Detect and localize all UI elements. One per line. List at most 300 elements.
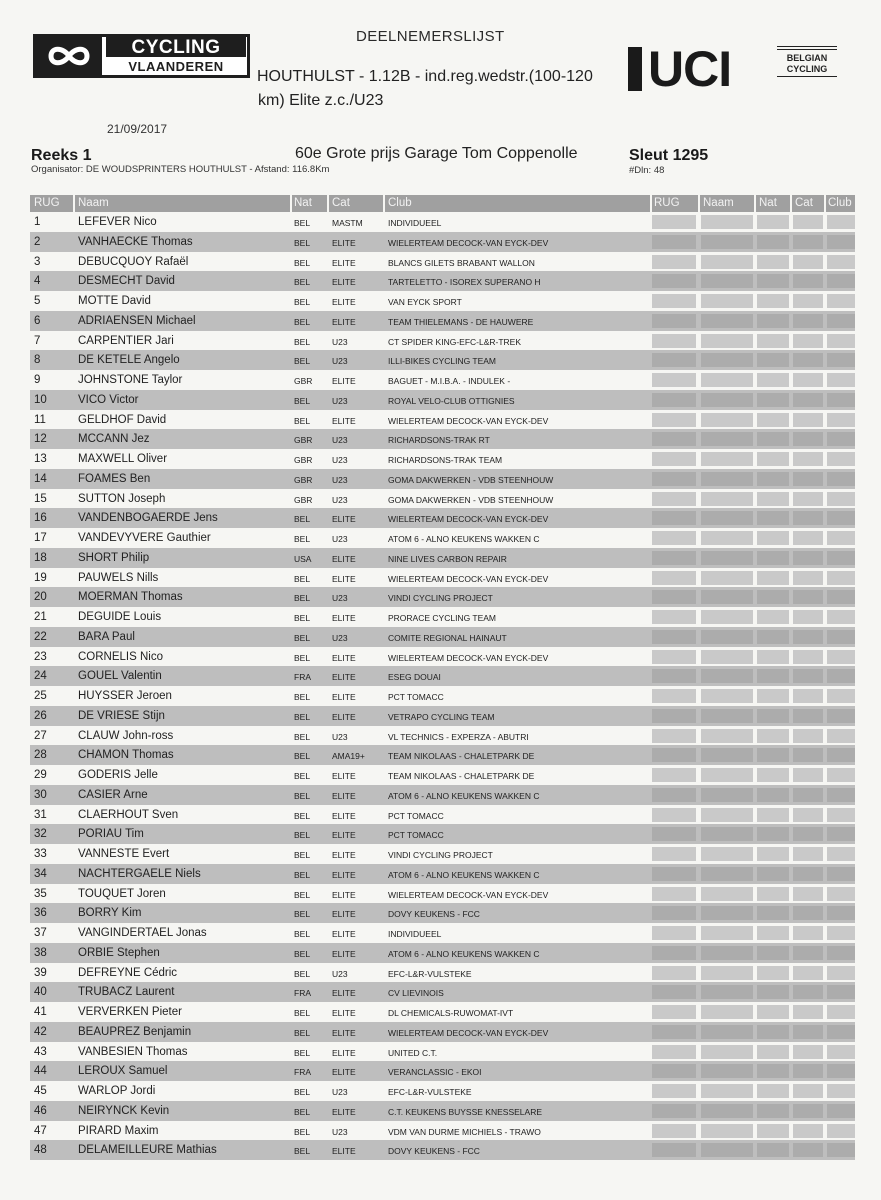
empty-cell bbox=[827, 867, 855, 881]
organizer-text: Organisator: DE WOUDSPRINTERS HOUTHULST - Afstand: 116.8Km bbox=[31, 164, 330, 175]
empty-cell bbox=[827, 630, 855, 644]
empty-cell bbox=[793, 235, 823, 249]
empty-cell bbox=[827, 887, 855, 901]
table-row bbox=[30, 390, 855, 410]
empty-cell bbox=[701, 531, 753, 545]
table-row bbox=[30, 291, 855, 311]
empty-cell bbox=[652, 274, 696, 288]
empty-cell bbox=[652, 314, 696, 328]
club-cell: BAGUET - M.I.B.A. - INDULEK - bbox=[388, 376, 511, 386]
table-row bbox=[30, 607, 855, 627]
table-row bbox=[30, 706, 855, 726]
nat-cell: BEL bbox=[294, 711, 311, 722]
empty-cell bbox=[793, 373, 823, 387]
table-row bbox=[30, 587, 855, 607]
nat-cell: BEL bbox=[294, 415, 311, 426]
rug-cell: 46 bbox=[34, 1104, 47, 1117]
rug-cell: 26 bbox=[34, 709, 47, 722]
empty-cell bbox=[827, 946, 855, 960]
empty-cell bbox=[701, 926, 753, 940]
race-description-line2: km) Elite z.c./U23 bbox=[258, 92, 384, 109]
rug-cell: 25 bbox=[34, 690, 47, 702]
rug-cell: 16 bbox=[34, 512, 47, 525]
empty-cell bbox=[793, 689, 823, 703]
naam-cell: CHAMON Thomas bbox=[78, 749, 174, 762]
cat-cell: ELITE bbox=[332, 771, 356, 781]
rug-cell: 2 bbox=[34, 235, 41, 248]
table-row bbox=[30, 232, 855, 252]
naam-cell: MAXWELL Oliver bbox=[78, 453, 168, 465]
table-row bbox=[30, 666, 855, 686]
empty-cell bbox=[652, 985, 696, 999]
empty-cell bbox=[827, 353, 855, 367]
table-row bbox=[30, 1002, 855, 1022]
table-row bbox=[30, 647, 855, 667]
col-header-cat: Cat bbox=[332, 197, 350, 209]
empty-cell bbox=[827, 610, 855, 624]
empty-cell bbox=[701, 1084, 753, 1098]
empty-cell bbox=[827, 492, 855, 506]
table-row bbox=[30, 864, 855, 884]
nat-cell: BEL bbox=[294, 869, 311, 880]
empty-cell bbox=[757, 827, 789, 841]
empty-cell bbox=[793, 669, 823, 683]
cat-cell: ELITE bbox=[332, 277, 356, 288]
club-cell: ATOM 6 - ALNO KEUKENS WAKKEN C bbox=[388, 948, 540, 959]
naam-cell: PAUWELS Nills bbox=[78, 571, 159, 584]
cat-cell: ELITE bbox=[332, 316, 356, 327]
rug-cell: 8 bbox=[34, 354, 41, 367]
empty-cell bbox=[827, 1025, 855, 1039]
empty-cell bbox=[793, 1025, 823, 1039]
empty-cell bbox=[757, 235, 789, 249]
cat-cell: U23 bbox=[332, 1126, 348, 1137]
nat-cell: GBR bbox=[294, 435, 313, 446]
club-cell: WIELERTEAM DECOCK-VAN EYCK-DEV bbox=[388, 415, 549, 426]
rug-cell: 31 bbox=[34, 808, 47, 821]
club-cell: INDIVIDUEEL bbox=[388, 929, 442, 939]
naam-cell: MCCANN Jez bbox=[78, 433, 150, 446]
cycling-vlaanderen-mark-icon bbox=[36, 37, 102, 75]
nat-cell: BEL bbox=[294, 968, 311, 979]
empty-cell bbox=[757, 1005, 789, 1019]
cat-cell: U23 bbox=[332, 474, 348, 485]
naam-cell: CARPENTIER Jari bbox=[78, 334, 174, 347]
cat-cell: ELITE bbox=[332, 790, 356, 801]
empty-cell bbox=[701, 492, 753, 506]
club-cell: PCT TOMACC bbox=[388, 692, 444, 702]
empty-cell bbox=[652, 926, 696, 940]
naam-cell: FOAMES Ben bbox=[78, 472, 151, 485]
sleut-label: Sleut 1295 bbox=[629, 147, 709, 164]
naam-cell: DEBUCQUOY Rafaël bbox=[78, 255, 189, 268]
club-cell: GOMA DAKWERKEN - VDB STEENHOUW bbox=[388, 494, 554, 505]
empty-cell bbox=[827, 926, 855, 940]
club-cell: PCT TOMACC bbox=[388, 810, 444, 821]
nat-cell: USA bbox=[294, 553, 312, 564]
nat-cell: BEL bbox=[294, 297, 311, 307]
club-cell: RICHARDSONS-TRAK RT bbox=[388, 435, 490, 446]
club-cell: DOVY KEUKENS - FCC bbox=[388, 1146, 480, 1157]
empty-cell bbox=[652, 729, 696, 743]
empty-cell bbox=[793, 867, 823, 881]
nat-cell: BEL bbox=[294, 277, 311, 288]
empty-cell bbox=[652, 1045, 696, 1059]
table-row bbox=[30, 963, 855, 983]
cat-cell: ELITE bbox=[332, 553, 356, 564]
empty-cell bbox=[757, 867, 789, 881]
empty-cell bbox=[652, 551, 696, 565]
nat-cell: BEL bbox=[294, 395, 311, 406]
participant-count: #Dln: 48 bbox=[629, 165, 665, 176]
empty-cell bbox=[827, 452, 855, 466]
table-header bbox=[30, 195, 855, 212]
cat-cell: ELITE bbox=[332, 613, 356, 623]
empty-cell bbox=[757, 452, 789, 466]
cat-cell: U23 bbox=[332, 1087, 348, 1097]
table-row bbox=[30, 271, 855, 291]
empty-cell bbox=[701, 1005, 753, 1019]
empty-cell bbox=[757, 274, 789, 288]
empty-cell bbox=[827, 906, 855, 920]
cat-cell: U23 bbox=[332, 632, 348, 643]
table-row bbox=[30, 785, 855, 805]
naam-cell: MOERMAN Thomas bbox=[78, 591, 183, 604]
cat-cell: ELITE bbox=[332, 1106, 356, 1117]
naam-cell: ADRIAENSEN Michael bbox=[78, 314, 196, 327]
naam-cell: BEAUPREZ Benjamin bbox=[78, 1025, 192, 1038]
nat-cell: FRA bbox=[294, 988, 311, 999]
cat-cell: ELITE bbox=[332, 672, 356, 683]
empty-cell bbox=[793, 906, 823, 920]
rug-cell: 33 bbox=[34, 848, 47, 860]
rug-cell: 38 bbox=[34, 946, 47, 959]
club-cell: VINDI CYCLING PROJECT bbox=[388, 850, 493, 860]
empty-cell bbox=[827, 966, 855, 980]
table-row bbox=[30, 410, 855, 430]
naam-cell: BORRY Kim bbox=[78, 907, 142, 920]
naam-cell: CLAUW John-ross bbox=[78, 729, 174, 742]
empty-cell bbox=[793, 314, 823, 328]
empty-cell bbox=[757, 432, 789, 446]
empty-cell bbox=[793, 650, 823, 664]
cat-cell: U23 bbox=[332, 435, 348, 446]
empty-cell bbox=[757, 689, 789, 703]
club-cell: EFC-L&R-VULSTEKE bbox=[388, 1087, 472, 1097]
empty-cell bbox=[793, 1124, 823, 1138]
empty-cell bbox=[652, 808, 696, 822]
empty-cell bbox=[827, 531, 855, 545]
nat-cell: BEL bbox=[294, 1106, 311, 1117]
col-header-nat: Nat bbox=[294, 197, 312, 209]
empty-cell bbox=[827, 511, 855, 525]
empty-cell bbox=[652, 353, 696, 367]
empty-cell bbox=[757, 1045, 789, 1059]
club-cell: WIELERTEAM DECOCK-VAN EYCK-DEV bbox=[388, 889, 549, 900]
naam-cell: SUTTON Joseph bbox=[78, 492, 166, 505]
col-header-nat-2: Nat bbox=[759, 197, 777, 209]
table-row bbox=[30, 568, 855, 588]
naam-cell: TRUBACZ Laurent bbox=[78, 986, 175, 999]
nat-cell: BEL bbox=[294, 771, 311, 781]
empty-cell bbox=[652, 1005, 696, 1019]
empty-cell bbox=[652, 1064, 696, 1078]
empty-cell bbox=[701, 452, 753, 466]
empty-cell bbox=[652, 709, 696, 723]
rug-cell: 32 bbox=[34, 828, 47, 841]
empty-cell bbox=[827, 472, 855, 486]
cat-cell: ELITE bbox=[332, 929, 356, 939]
empty-cell bbox=[827, 729, 855, 743]
club-cell: VETRAPO CYCLING TEAM bbox=[388, 711, 495, 722]
nat-cell: BEL bbox=[294, 652, 311, 663]
empty-cell bbox=[652, 827, 696, 841]
empty-cell bbox=[652, 610, 696, 624]
empty-cell bbox=[757, 314, 789, 328]
club-cell: GOMA DAKWERKEN - VDB STEENHOUW bbox=[388, 474, 554, 485]
cat-cell: ELITE bbox=[332, 988, 356, 999]
naam-cell: VANDEVYVERE Gauthier bbox=[78, 532, 211, 544]
empty-cell bbox=[757, 729, 789, 743]
naam-cell: VICO Victor bbox=[78, 393, 139, 406]
rug-cell: 3 bbox=[34, 255, 41, 268]
empty-cell bbox=[652, 847, 696, 861]
empty-cell bbox=[652, 511, 696, 525]
nat-cell: BEL bbox=[294, 356, 311, 367]
empty-cell bbox=[827, 1005, 855, 1019]
naam-cell: SHORT Philip bbox=[78, 551, 150, 564]
empty-cell bbox=[757, 1064, 789, 1078]
rug-cell: 14 bbox=[34, 472, 47, 485]
nat-cell: BEL bbox=[294, 593, 311, 604]
table-row bbox=[30, 765, 855, 785]
cat-cell: AMA19+ bbox=[332, 751, 365, 762]
empty-cell bbox=[793, 985, 823, 999]
nat-cell: GBR bbox=[294, 376, 313, 386]
empty-cell bbox=[793, 768, 823, 782]
col-header-club-2: Club bbox=[828, 197, 852, 209]
rug-cell: 17 bbox=[34, 532, 47, 544]
cat-cell: ELITE bbox=[332, 948, 356, 959]
rug-cell: 1 bbox=[34, 216, 41, 228]
empty-cell bbox=[652, 946, 696, 960]
empty-cell bbox=[827, 1124, 855, 1138]
empty-cell bbox=[793, 472, 823, 486]
club-cell: WIELERTEAM DECOCK-VAN EYCK-DEV bbox=[388, 573, 549, 584]
cat-cell: U23 bbox=[332, 534, 348, 544]
rug-cell: 45 bbox=[34, 1085, 47, 1097]
empty-cell bbox=[793, 393, 823, 407]
club-cell: CT SPIDER KING-EFC-L&R-TREK bbox=[388, 336, 522, 347]
empty-cell bbox=[827, 551, 855, 565]
cat-cell: U23 bbox=[332, 356, 348, 367]
rug-cell: 37 bbox=[34, 927, 47, 939]
empty-cell bbox=[701, 827, 753, 841]
empty-cell bbox=[793, 531, 823, 545]
empty-cell bbox=[701, 353, 753, 367]
club-cell: VDM VAN DURME MICHIELS - TRAWO bbox=[388, 1126, 541, 1137]
club-cell: DOVY KEUKENS - FCC bbox=[388, 909, 480, 920]
rug-cell: 48 bbox=[34, 1144, 47, 1157]
rug-cell: 43 bbox=[34, 1045, 47, 1058]
empty-cell bbox=[757, 511, 789, 525]
table-row bbox=[30, 1042, 855, 1062]
naam-cell: NEIRYNCK Kevin bbox=[78, 1104, 170, 1117]
empty-cell bbox=[827, 314, 855, 328]
table-row bbox=[30, 449, 855, 469]
empty-cell bbox=[827, 985, 855, 999]
cat-cell: ELITE bbox=[332, 909, 356, 920]
club-cell: WIELERTEAM DECOCK-VAN EYCK-DEV bbox=[388, 237, 549, 248]
empty-cell bbox=[757, 334, 789, 348]
col-header-naam-2: Naam bbox=[703, 197, 734, 209]
nat-cell: BEL bbox=[294, 948, 311, 959]
empty-cell bbox=[793, 748, 823, 762]
empty-cell bbox=[701, 590, 753, 604]
club-cell: DL CHEMICALS-RUWOMAT-IVT bbox=[388, 1008, 514, 1018]
cat-cell: MASTM bbox=[332, 218, 363, 228]
table-row bbox=[30, 726, 855, 746]
empty-cell bbox=[793, 729, 823, 743]
empty-cell bbox=[793, 274, 823, 288]
nat-cell: BEL bbox=[294, 1146, 311, 1157]
rug-cell: 18 bbox=[34, 551, 47, 564]
club-cell: VINDI CYCLING PROJECT bbox=[388, 593, 493, 604]
table-row bbox=[30, 548, 855, 568]
nat-cell: BEL bbox=[294, 1047, 311, 1058]
naam-cell: LEROUX Samuel bbox=[78, 1065, 168, 1078]
empty-cell bbox=[701, 1104, 753, 1118]
logo-text-top: CYCLING bbox=[106, 37, 246, 57]
empty-cell bbox=[793, 432, 823, 446]
table-row bbox=[30, 508, 855, 528]
nat-cell: BEL bbox=[294, 731, 311, 742]
nat-cell: BEL bbox=[294, 830, 311, 841]
club-cell: BLANCS GILETS BRABANT WALLON bbox=[388, 257, 535, 268]
club-cell: ATOM 6 - ALNO KEUKENS WAKKEN C bbox=[388, 869, 540, 880]
empty-cell bbox=[827, 808, 855, 822]
naam-cell: GOUEL Valentin bbox=[78, 670, 162, 683]
club-cell: TEAM NIKOLAAS - CHALETPARK DE bbox=[388, 771, 535, 781]
empty-cell bbox=[757, 472, 789, 486]
empty-cell bbox=[757, 353, 789, 367]
naam-cell: JOHNSTONE Taylor bbox=[78, 374, 183, 386]
uci-logo: UCI bbox=[628, 44, 731, 94]
naam-cell: ORBIE Stephen bbox=[78, 946, 160, 959]
cat-cell: ELITE bbox=[332, 889, 356, 900]
empty-cell bbox=[652, 492, 696, 506]
empty-cell bbox=[701, 413, 753, 427]
empty-cell bbox=[793, 551, 823, 565]
empty-cell bbox=[652, 748, 696, 762]
empty-cell bbox=[827, 590, 855, 604]
cat-cell: ELITE bbox=[332, 237, 356, 248]
col-header-rug-2: RUG bbox=[654, 197, 680, 209]
empty-cell bbox=[827, 1064, 855, 1078]
empty-cell bbox=[701, 808, 753, 822]
race-date: 21/09/2017 bbox=[107, 122, 168, 136]
empty-cell bbox=[701, 235, 753, 249]
empty-cell bbox=[827, 1084, 855, 1098]
race-name: 60e Grote prijs Garage Tom Coppenolle bbox=[295, 145, 578, 162]
empty-cell bbox=[793, 966, 823, 980]
empty-cell bbox=[701, 788, 753, 802]
empty-cell bbox=[652, 334, 696, 348]
rug-cell: 34 bbox=[34, 867, 47, 880]
empty-cell bbox=[793, 610, 823, 624]
empty-cell bbox=[793, 255, 823, 269]
naam-cell: DELAMEILLEURE Mathias bbox=[78, 1144, 217, 1157]
rug-cell: 42 bbox=[34, 1025, 47, 1038]
empty-cell bbox=[701, 867, 753, 881]
table-row bbox=[30, 1140, 855, 1160]
rug-cell: 27 bbox=[34, 729, 47, 742]
empty-cell bbox=[757, 373, 789, 387]
empty-cell bbox=[652, 531, 696, 545]
club-cell: PCT TOMACC bbox=[388, 830, 444, 841]
nat-cell: GBR bbox=[294, 494, 313, 505]
empty-cell bbox=[652, 294, 696, 308]
cat-cell: ELITE bbox=[332, 573, 356, 584]
nat-cell: BEL bbox=[294, 790, 311, 801]
table-row bbox=[30, 982, 855, 1002]
empty-cell bbox=[793, 847, 823, 861]
cat-cell: ELITE bbox=[332, 830, 356, 841]
empty-cell bbox=[701, 511, 753, 525]
empty-cell bbox=[793, 452, 823, 466]
club-cell: WIELERTEAM DECOCK-VAN EYCK-DEV bbox=[388, 652, 549, 663]
empty-cell bbox=[652, 590, 696, 604]
cat-cell: U23 bbox=[332, 455, 348, 465]
cycling-vlaanderen-logo bbox=[33, 34, 250, 78]
rug-cell: 30 bbox=[34, 788, 47, 801]
empty-cell bbox=[827, 650, 855, 664]
table-row bbox=[30, 489, 855, 509]
table-row bbox=[30, 686, 855, 706]
club-cell: COMITE REGIONAL HAINAUT bbox=[388, 632, 507, 643]
empty-cell bbox=[827, 432, 855, 446]
cat-cell: ELITE bbox=[332, 376, 356, 386]
cat-cell: ELITE bbox=[332, 810, 356, 821]
naam-cell: BARA Paul bbox=[78, 630, 135, 643]
table-row bbox=[30, 469, 855, 489]
table-row bbox=[30, 844, 855, 864]
empty-cell bbox=[701, 1045, 753, 1059]
empty-cell bbox=[793, 511, 823, 525]
rug-cell: 7 bbox=[34, 334, 41, 347]
empty-cell bbox=[701, 729, 753, 743]
empty-cell bbox=[793, 709, 823, 723]
empty-cell bbox=[757, 1143, 789, 1157]
empty-cell bbox=[827, 709, 855, 723]
cat-cell: ELITE bbox=[332, 1008, 356, 1018]
club-cell: CV LIEVINOIS bbox=[388, 988, 444, 999]
reeks-label: Reeks 1 bbox=[31, 147, 92, 164]
club-cell: INDIVIDUEEL bbox=[388, 218, 442, 228]
cat-cell: ELITE bbox=[332, 692, 356, 702]
empty-cell bbox=[757, 630, 789, 644]
table-row bbox=[30, 528, 855, 548]
club-cell: ATOM 6 - ALNO KEUKENS WAKKEN C bbox=[388, 534, 540, 544]
empty-cell bbox=[652, 1104, 696, 1118]
cat-cell: U23 bbox=[332, 494, 348, 505]
empty-cell bbox=[793, 1143, 823, 1157]
empty-cell bbox=[757, 887, 789, 901]
rug-cell: 23 bbox=[34, 650, 47, 663]
rug-cell: 9 bbox=[34, 374, 41, 386]
empty-cell bbox=[757, 906, 789, 920]
nat-cell: BEL bbox=[294, 514, 311, 525]
